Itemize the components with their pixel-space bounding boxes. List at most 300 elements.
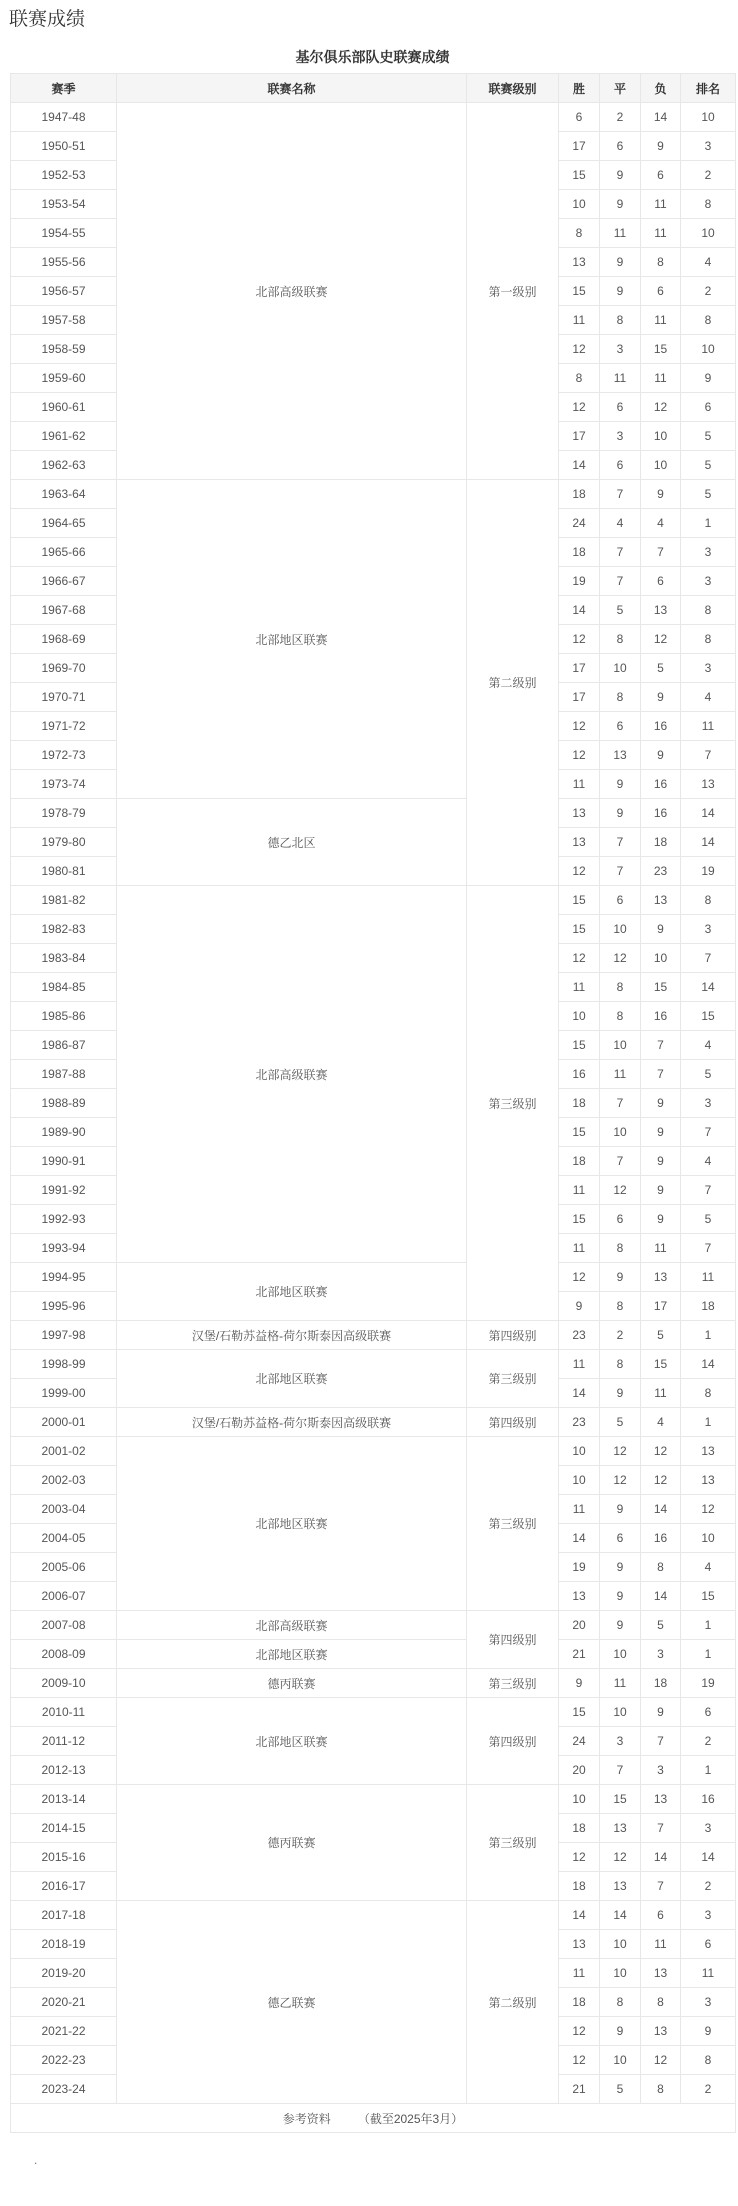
wins-cell: 10 [559, 1437, 600, 1466]
losses-cell: 18 [641, 828, 681, 857]
column-header-losses: 负 [641, 74, 681, 103]
draws-cell: 10 [600, 2046, 641, 2075]
draws-cell: 13 [600, 741, 641, 770]
losses-cell: 6 [641, 277, 681, 306]
rank-cell: 3 [681, 567, 736, 596]
rank-cell: 3 [681, 1901, 736, 1930]
rank-cell: 14 [681, 973, 736, 1002]
rank-cell: 2 [681, 277, 736, 306]
reference-label: 参考资料 [282, 2111, 331, 2126]
draws-cell: 6 [600, 712, 641, 741]
rank-cell: 11 [681, 1263, 736, 1292]
losses-cell: 17 [641, 1292, 681, 1321]
rank-cell: 2 [681, 161, 736, 190]
table-row [11, 886, 736, 915]
rank-cell: 7 [681, 1118, 736, 1147]
losses-cell: 12 [641, 1437, 681, 1466]
rank-cell: 5 [681, 1205, 736, 1234]
rank-cell: 3 [681, 654, 736, 683]
rank-cell: 11 [681, 712, 736, 741]
rank-cell: 4 [681, 1031, 736, 1060]
wins-cell: 23 [559, 1321, 600, 1350]
wins-cell: 15 [559, 886, 600, 915]
rank-cell: 6 [681, 1698, 736, 1727]
league-name-cell: 北部地区联赛 [117, 1437, 467, 1611]
wins-cell: 13 [559, 1582, 600, 1611]
league-level-cell: 第三级别 [467, 1669, 559, 1698]
wins-cell: 11 [559, 1234, 600, 1263]
season-cell: 1971-72 [11, 712, 117, 741]
season-cell: 2012-13 [11, 1756, 117, 1785]
losses-cell: 13 [641, 2017, 681, 2046]
season-cell: 1962-63 [11, 451, 117, 480]
losses-cell: 6 [641, 1901, 681, 1930]
wins-cell: 24 [559, 509, 600, 538]
draws-cell: 9 [600, 1263, 641, 1292]
wins-cell: 13 [559, 1930, 600, 1959]
losses-cell: 10 [641, 944, 681, 973]
draws-cell: 9 [600, 1495, 641, 1524]
season-cell: 2001-02 [11, 1437, 117, 1466]
wins-cell: 11 [559, 770, 600, 799]
draws-cell: 12 [600, 1176, 641, 1205]
losses-cell: 8 [641, 248, 681, 277]
draws-cell: 13 [600, 1872, 641, 1901]
draws-cell: 11 [600, 219, 641, 248]
wins-cell: 20 [559, 1756, 600, 1785]
draws-cell: 7 [600, 1756, 641, 1785]
header-row [11, 74, 736, 103]
rank-cell: 2 [681, 1727, 736, 1756]
draws-cell: 6 [600, 393, 641, 422]
wins-cell: 10 [559, 190, 600, 219]
table-row [11, 480, 736, 509]
rank-cell: 12 [681, 1495, 736, 1524]
table-caption: 基尔俱乐部队史联赛成绩 [295, 49, 450, 65]
rank-cell: 4 [681, 1553, 736, 1582]
losses-cell: 9 [641, 683, 681, 712]
season-cell: 1965-66 [11, 538, 117, 567]
losses-cell: 18 [641, 1669, 681, 1698]
wins-cell: 6 [559, 103, 600, 132]
rank-cell: 8 [681, 306, 736, 335]
rank-cell: 7 [681, 741, 736, 770]
losses-cell: 13 [641, 1785, 681, 1814]
draws-cell: 8 [600, 973, 641, 1002]
draws-cell: 10 [600, 1930, 641, 1959]
draws-cell: 9 [600, 161, 641, 190]
rank-cell: 14 [681, 799, 736, 828]
losses-cell: 15 [641, 973, 681, 1002]
season-cell: 1986-87 [11, 1031, 117, 1060]
rank-cell: 7 [681, 944, 736, 973]
season-cell: 2015-16 [11, 1843, 117, 1872]
column-header-wins: 胜 [559, 74, 600, 103]
draws-cell: 8 [600, 1350, 641, 1379]
table-row [11, 1263, 736, 1292]
wins-cell: 12 [559, 625, 600, 654]
wins-cell: 19 [559, 1553, 600, 1582]
table-row [11, 1611, 736, 1640]
season-cell: 1950-51 [11, 132, 117, 161]
league-level-cell: 第一级别 [467, 103, 559, 480]
rank-cell: 8 [681, 596, 736, 625]
table-footer [11, 2104, 736, 2133]
season-cell: 2022-23 [11, 2046, 117, 2075]
losses-cell: 6 [641, 567, 681, 596]
losses-cell: 15 [641, 1350, 681, 1379]
rank-cell: 8 [681, 190, 736, 219]
losses-cell: 13 [641, 886, 681, 915]
season-cell: 1958-59 [11, 335, 117, 364]
wins-cell: 14 [559, 1379, 600, 1408]
wins-cell: 9 [559, 1669, 600, 1698]
wins-cell: 12 [559, 1263, 600, 1292]
page-title: 联赛成绩 [9, 9, 86, 30]
draws-cell: 7 [600, 1089, 641, 1118]
losses-cell: 7 [641, 1727, 681, 1756]
draws-cell: 8 [600, 1988, 641, 2017]
losses-cell: 9 [641, 1205, 681, 1234]
season-cell: 1992-93 [11, 1205, 117, 1234]
season-cell: 2014-15 [11, 1814, 117, 1843]
wins-cell: 17 [559, 654, 600, 683]
losses-cell: 9 [641, 132, 681, 161]
losses-cell: 6 [641, 161, 681, 190]
rank-cell: 4 [681, 683, 736, 712]
draws-cell: 8 [600, 1292, 641, 1321]
draws-cell: 2 [600, 103, 641, 132]
season-cell: 1988-89 [11, 1089, 117, 1118]
draws-cell: 7 [600, 857, 641, 886]
rank-cell: 1 [681, 1611, 736, 1640]
league-name-cell: 北部高级联赛 [117, 886, 467, 1263]
rank-cell: 14 [681, 1843, 736, 1872]
wins-cell: 15 [559, 915, 600, 944]
rank-cell: 10 [681, 335, 736, 364]
rank-cell: 2 [681, 2075, 736, 2104]
losses-cell: 14 [641, 1582, 681, 1611]
wins-cell: 15 [559, 1118, 600, 1147]
column-header-league-level: 联赛级别 [467, 74, 559, 103]
season-cell: 2019-20 [11, 1959, 117, 1988]
season-cell: 1969-70 [11, 654, 117, 683]
draws-cell: 9 [600, 277, 641, 306]
draws-cell: 12 [600, 1843, 641, 1872]
season-cell: 1981-82 [11, 886, 117, 915]
season-cell: 2006-07 [11, 1582, 117, 1611]
wins-cell: 15 [559, 1205, 600, 1234]
season-cell: 1985-86 [11, 1002, 117, 1031]
wins-cell: 12 [559, 712, 600, 741]
losses-cell: 13 [641, 1959, 681, 1988]
draws-cell: 8 [600, 306, 641, 335]
rank-cell: 14 [681, 828, 736, 857]
losses-cell: 13 [641, 596, 681, 625]
rank-cell: 9 [681, 364, 736, 393]
season-cell: 1955-56 [11, 248, 117, 277]
rank-cell: 1 [681, 1756, 736, 1785]
wins-cell: 15 [559, 1031, 600, 1060]
season-cell: 2009-10 [11, 1669, 117, 1698]
rank-cell: 2 [681, 1872, 736, 1901]
rank-cell: 1 [681, 509, 736, 538]
league-level-cell: 第四级别 [467, 1698, 559, 1785]
season-cell: 1953-54 [11, 190, 117, 219]
league-name-cell: 北部高级联赛 [117, 103, 467, 480]
rank-cell: 5 [681, 451, 736, 480]
losses-cell: 12 [641, 393, 681, 422]
season-cell: 1957-58 [11, 306, 117, 335]
wins-cell: 17 [559, 422, 600, 451]
draws-cell: 9 [600, 190, 641, 219]
season-cell: 2000-01 [11, 1408, 117, 1437]
rank-cell: 10 [681, 103, 736, 132]
rank-cell: 1 [681, 1321, 736, 1350]
season-cell: 2013-14 [11, 1785, 117, 1814]
wins-cell: 21 [559, 1640, 600, 1669]
draws-cell: 2 [600, 1321, 641, 1350]
losses-cell: 9 [641, 1089, 681, 1118]
season-cell: 2003-04 [11, 1495, 117, 1524]
season-cell: 1991-92 [11, 1176, 117, 1205]
wins-cell: 17 [559, 683, 600, 712]
draws-cell: 9 [600, 1582, 641, 1611]
wins-cell: 14 [559, 451, 600, 480]
season-cell: 1959-60 [11, 364, 117, 393]
rank-cell: 18 [681, 1292, 736, 1321]
wins-cell: 12 [559, 1843, 600, 1872]
losses-cell: 16 [641, 1002, 681, 1031]
wins-cell: 15 [559, 161, 600, 190]
season-cell: 1999-00 [11, 1379, 117, 1408]
draws-cell: 9 [600, 2017, 641, 2046]
losses-cell: 8 [641, 2075, 681, 2104]
rank-cell: 4 [681, 248, 736, 277]
wins-cell: 14 [559, 1901, 600, 1930]
league-name-cell: 汉堡/石勒苏益格-荷尔斯泰因高级联赛 [117, 1408, 467, 1437]
column-header-rank: 排名 [681, 74, 736, 103]
wins-cell: 8 [559, 364, 600, 393]
season-cell: 1961-62 [11, 422, 117, 451]
season-cell: 1973-74 [11, 770, 117, 799]
season-cell: 1964-65 [11, 509, 117, 538]
losses-cell: 8 [641, 1553, 681, 1582]
season-cell: 1960-61 [11, 393, 117, 422]
season-cell: 1952-53 [11, 161, 117, 190]
wins-cell: 9 [559, 1292, 600, 1321]
draws-cell: 5 [600, 596, 641, 625]
league-name-cell: 德丙联赛 [117, 1669, 467, 1698]
rank-cell: 8 [681, 886, 736, 915]
losses-cell: 9 [641, 1698, 681, 1727]
losses-cell: 5 [641, 1611, 681, 1640]
season-cell: 1979-80 [11, 828, 117, 857]
draws-cell: 11 [600, 1060, 641, 1089]
wins-cell: 12 [559, 2046, 600, 2075]
season-cell: 1954-55 [11, 219, 117, 248]
losses-cell: 12 [641, 625, 681, 654]
season-cell: 2005-06 [11, 1553, 117, 1582]
draws-cell: 3 [600, 422, 641, 451]
losses-cell: 7 [641, 1060, 681, 1089]
season-cell: 1993-94 [11, 1234, 117, 1263]
season-cell: 1980-81 [11, 857, 117, 886]
table-header [11, 74, 736, 103]
season-cell: 1972-73 [11, 741, 117, 770]
table-row [11, 1901, 736, 1930]
losses-cell: 7 [641, 1031, 681, 1060]
losses-cell: 11 [641, 1234, 681, 1263]
losses-cell: 14 [641, 1495, 681, 1524]
draws-cell: 11 [600, 1669, 641, 1698]
wins-cell: 12 [559, 335, 600, 364]
rank-cell: 9 [681, 2017, 736, 2046]
season-cell: 1997-98 [11, 1321, 117, 1350]
wins-cell: 17 [559, 132, 600, 161]
losses-cell: 7 [641, 1872, 681, 1901]
rank-cell: 5 [681, 480, 736, 509]
draws-cell: 13 [600, 1814, 641, 1843]
losses-cell: 16 [641, 770, 681, 799]
table-row [11, 103, 736, 132]
wins-cell: 10 [559, 1785, 600, 1814]
league-name-cell: 北部地区联赛 [117, 1640, 467, 1669]
season-cell: 2011-12 [11, 1727, 117, 1756]
draws-cell: 6 [600, 1205, 641, 1234]
season-cell: 1989-90 [11, 1118, 117, 1147]
league-level-cell: 第三级别 [467, 886, 559, 1321]
wins-cell: 15 [559, 1698, 600, 1727]
losses-cell: 3 [641, 1640, 681, 1669]
wins-cell: 20 [559, 1611, 600, 1640]
season-cell: 1967-68 [11, 596, 117, 625]
draws-cell: 7 [600, 1147, 641, 1176]
draws-cell: 9 [600, 248, 641, 277]
draws-cell: 10 [600, 915, 641, 944]
losses-cell: 4 [641, 1408, 681, 1437]
league-name-cell: 北部高级联赛 [117, 1611, 467, 1640]
draws-cell: 8 [600, 1234, 641, 1263]
wins-cell: 15 [559, 277, 600, 306]
losses-cell: 23 [641, 857, 681, 886]
wins-cell: 12 [559, 393, 600, 422]
table-row [11, 1437, 736, 1466]
draws-cell: 9 [600, 1379, 641, 1408]
rank-cell: 13 [681, 770, 736, 799]
wins-cell: 14 [559, 1524, 600, 1553]
season-cell: 2002-03 [11, 1466, 117, 1495]
season-cell: 1982-83 [11, 915, 117, 944]
table-row [11, 1408, 736, 1437]
rank-cell: 1 [681, 1640, 736, 1669]
league-results-table [10, 73, 736, 2133]
rank-cell: 8 [681, 625, 736, 654]
season-cell: 2020-21 [11, 1988, 117, 2017]
league-level-cell: 第三级别 [467, 1350, 559, 1408]
losses-cell: 11 [641, 306, 681, 335]
league-name-cell: 德乙联赛 [117, 1901, 467, 2104]
wins-cell: 12 [559, 857, 600, 886]
rank-cell: 3 [681, 1814, 736, 1843]
losses-cell: 9 [641, 915, 681, 944]
season-cell: 1987-88 [11, 1060, 117, 1089]
draws-cell: 8 [600, 683, 641, 712]
losses-cell: 11 [641, 364, 681, 393]
rank-cell: 15 [681, 1582, 736, 1611]
season-cell: 1947-48 [11, 103, 117, 132]
table-row [11, 1669, 736, 1698]
losses-cell: 8 [641, 1988, 681, 2017]
losses-cell: 4 [641, 509, 681, 538]
rank-cell: 13 [681, 1437, 736, 1466]
season-cell: 1968-69 [11, 625, 117, 654]
league-name-cell: 德丙联赛 [117, 1785, 467, 1901]
season-cell: 2004-05 [11, 1524, 117, 1553]
league-name-cell: 汉堡/石勒苏益格-荷尔斯泰因高级联赛 [117, 1321, 467, 1350]
season-cell: 1966-67 [11, 567, 117, 596]
wins-cell: 23 [559, 1408, 600, 1437]
draws-cell: 12 [600, 944, 641, 973]
draws-cell: 3 [600, 335, 641, 364]
season-cell: 1978-79 [11, 799, 117, 828]
wins-cell: 13 [559, 248, 600, 277]
season-cell: 2017-18 [11, 1901, 117, 1930]
wins-cell: 11 [559, 1350, 600, 1379]
draws-cell: 8 [600, 1002, 641, 1031]
draws-cell: 7 [600, 567, 641, 596]
losses-cell: 11 [641, 190, 681, 219]
losses-cell: 9 [641, 741, 681, 770]
rank-cell: 11 [681, 1959, 736, 1988]
season-cell: 1963-64 [11, 480, 117, 509]
losses-cell: 3 [641, 1756, 681, 1785]
season-cell: 2016-17 [11, 1872, 117, 1901]
wins-cell: 12 [559, 741, 600, 770]
wins-cell: 18 [559, 480, 600, 509]
draws-cell: 5 [600, 2075, 641, 2104]
rank-cell: 16 [681, 1785, 736, 1814]
draws-cell: 4 [600, 509, 641, 538]
draws-cell: 15 [600, 1785, 641, 1814]
rank-cell: 7 [681, 1234, 736, 1263]
column-header-draws: 平 [600, 74, 641, 103]
league-name-cell: 北部地区联赛 [117, 1263, 467, 1321]
season-cell: 1990-91 [11, 1147, 117, 1176]
draws-cell: 6 [600, 1524, 641, 1553]
draws-cell: 10 [600, 1118, 641, 1147]
wins-cell: 18 [559, 1147, 600, 1176]
losses-cell: 14 [641, 103, 681, 132]
wins-cell: 13 [559, 828, 600, 857]
draws-cell: 12 [600, 1466, 641, 1495]
draws-cell: 9 [600, 799, 641, 828]
wins-cell: 11 [559, 1176, 600, 1205]
draws-cell: 12 [600, 1437, 641, 1466]
season-cell: 2021-22 [11, 2017, 117, 2046]
rank-cell: 4 [681, 1147, 736, 1176]
losses-cell: 9 [641, 1118, 681, 1147]
season-cell: 2008-09 [11, 1640, 117, 1669]
losses-cell: 16 [641, 799, 681, 828]
losses-cell: 14 [641, 1843, 681, 1872]
draws-cell: 5 [600, 1408, 641, 1437]
draws-cell: 3 [600, 1727, 641, 1756]
rank-cell: 5 [681, 422, 736, 451]
draws-cell: 9 [600, 770, 641, 799]
rank-cell: 14 [681, 1350, 736, 1379]
draws-cell: 10 [600, 654, 641, 683]
